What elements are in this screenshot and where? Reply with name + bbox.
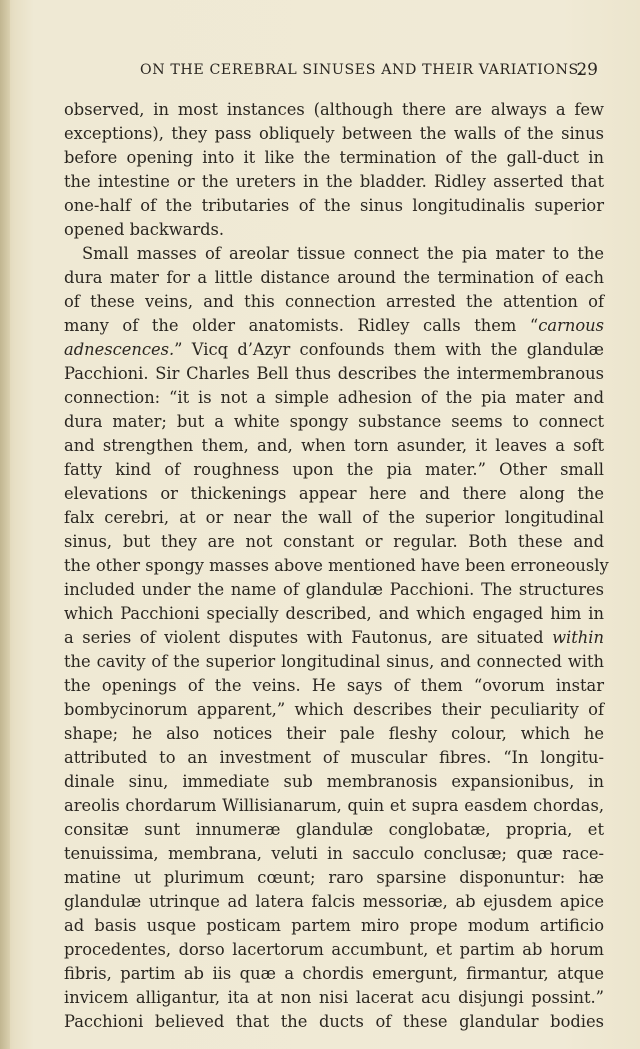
text-segment: before opening into it like the termination of the gall-duct in xyxy=(64,148,604,167)
text-line xyxy=(64,458,604,482)
text-line xyxy=(64,722,604,746)
page-number: 29 xyxy=(576,60,598,80)
text-segment: Pacchioni believed that the ducts of these glandular bodies xyxy=(64,1012,604,1031)
text-line xyxy=(64,170,604,194)
text-segment: fibris, partim ab iis quæ a chordis emergunt, firmantur, atque xyxy=(64,964,604,983)
body-text xyxy=(64,98,609,1034)
text-line xyxy=(64,890,604,914)
text-segment: tenuissima, membrana, veluti in sacculo conclusæ; quæ race- xyxy=(64,844,604,863)
text-segment: elevations or thickenings appear here and there along the xyxy=(64,484,604,503)
text-segment: glandulæ utrinque ad latera falcis messoriæ, ab ejusdem apice xyxy=(64,892,604,911)
italic-text: within xyxy=(552,628,604,647)
text-line xyxy=(64,986,604,1010)
text-segment: matine ut plurimum cœunt; raro sparsine disponuntur: hæ xyxy=(64,868,604,887)
text-line xyxy=(64,482,604,506)
text-line xyxy=(64,122,604,146)
text-segment: opened backwards. xyxy=(64,220,225,239)
text-line xyxy=(64,194,604,218)
page-spine-shadow xyxy=(0,0,10,1049)
text-line xyxy=(64,314,604,338)
text-segment: observed, in most instances (although there are always a few xyxy=(64,100,604,119)
text-segment: the intestine or the ureters in the bladder. Ridley asserted that xyxy=(64,172,604,191)
text-segment: procedentes, dorso lacertorum accumbunt, et partim ab horum xyxy=(64,940,604,959)
text-segment: consitæ sunt innumeræ glandulæ conglobatæ, propria, et xyxy=(64,820,604,839)
text-segment: shape; he also notices their pale fleshy colour, which he xyxy=(64,724,604,743)
text-line xyxy=(64,1010,604,1034)
text-line xyxy=(64,242,604,266)
page-header xyxy=(60,58,600,82)
text-segment: a series of violent disputes with Fautonus, are situated xyxy=(64,628,553,647)
text-line xyxy=(64,626,604,650)
text-segment: Small masses of areolar tissue connect the pia mater to the xyxy=(82,244,604,263)
text-line xyxy=(64,578,604,602)
text-segment: exceptions), they pass obliquely between the walls of the sinus xyxy=(64,124,604,143)
text-line xyxy=(64,914,604,938)
text-segment: attributed to an investment of muscular fibres. “In longitu- xyxy=(64,748,604,767)
text-segment: ” Vicq d’Azyr confounds them with the glandulæ xyxy=(174,340,604,359)
text-segment: connection: “it is not a simple adhesion of the pia mater and xyxy=(64,388,604,407)
text-line xyxy=(64,386,604,410)
text-segment: areolis chordarum Willisianarum, quin et supra easdem chordas, xyxy=(64,796,604,815)
text-segment: the cavity of the superior longitudinal sinus, and connected with xyxy=(64,652,604,671)
text-line xyxy=(64,602,604,626)
text-segment: sinus, but they are not constant or regular. Both these and xyxy=(64,532,604,551)
text-line xyxy=(64,842,604,866)
text-segment: and strengthen them, and, when torn asunder, it leaves a soft xyxy=(64,436,604,455)
text-segment: fatty kind of roughness upon the pia mater.” Other small xyxy=(64,460,604,479)
text-line xyxy=(64,410,604,434)
text-segment: dura mater for a little distance around the termination of each xyxy=(64,268,604,287)
text-segment: falx cerebri, at or near the wall of the superior longitudinal xyxy=(64,508,604,527)
text-line xyxy=(64,650,604,674)
text-segment: dura mater; but a white spongy substance seems to connect xyxy=(64,412,604,431)
text-line xyxy=(64,554,609,578)
text-line xyxy=(64,218,604,242)
text-line xyxy=(64,506,604,530)
text-segment: included under the name of glandulæ Pacchioni. The structures xyxy=(64,580,604,599)
text-line xyxy=(64,674,604,698)
text-line xyxy=(64,962,604,986)
text-segment: invicem alligantur, ita at non nisi lacerat acu disjungi possint.” xyxy=(64,988,604,1007)
italic-text: adnescences. xyxy=(64,340,175,359)
text-line xyxy=(64,266,604,290)
text-line xyxy=(64,746,604,770)
text-segment: dinale sinu, immediate sub membranosis expansionibus, in xyxy=(64,772,604,791)
text-line xyxy=(64,362,604,386)
text-line xyxy=(64,938,604,962)
text-segment: of these veins, and this connection arrested the attention of xyxy=(64,292,604,311)
text-line xyxy=(64,98,604,122)
text-segment: Pacchioni. Sir Charles Bell thus describes the intermembranous xyxy=(64,364,604,383)
text-line xyxy=(64,866,604,890)
running-head: ON THE CEREBRAL SINUSES AND THEIR VARIATIONS. xyxy=(140,62,584,78)
text-line xyxy=(64,818,604,842)
text-segment: ad basis usque posticam partem miro prope modum artificio xyxy=(64,916,604,935)
text-segment: the openings of the veins. He says of them “ovorum instar xyxy=(64,676,604,695)
text-line xyxy=(64,338,604,362)
text-segment: bombycinorum apparent,” which describes their peculiarity of xyxy=(64,700,604,719)
text-segment: many of the older anatomists. Ridley calls them “ xyxy=(64,316,539,335)
text-line xyxy=(64,530,604,554)
text-line xyxy=(64,434,604,458)
text-line xyxy=(64,794,604,818)
text-line xyxy=(64,770,604,794)
text-line xyxy=(64,698,604,722)
text-segment: the other spongy masses above mentioned have been erroneously xyxy=(64,556,609,575)
text-segment: which Pacchioni specially described, and which engaged him in xyxy=(64,604,604,623)
italic-text: carnous xyxy=(538,316,604,335)
text-line xyxy=(64,146,604,170)
text-line xyxy=(64,290,604,314)
text-segment: one-half of the tributaries of the sinus longitudinalis superior xyxy=(64,196,604,215)
